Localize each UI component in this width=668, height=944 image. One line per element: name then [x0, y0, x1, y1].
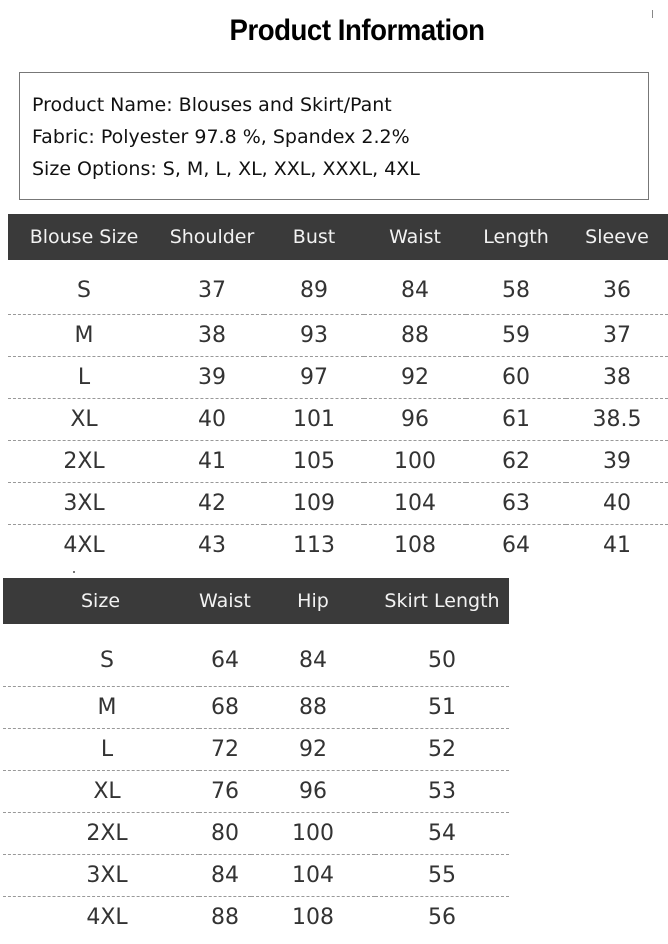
table-row [8, 357, 668, 399]
stray-dot [73, 571, 75, 573]
table-row [8, 315, 668, 357]
blouse-cell: 38 [566, 357, 668, 399]
table-row [8, 441, 668, 483]
skirt-header-row [3, 578, 509, 624]
blouse-cell: M [8, 315, 160, 357]
skirt-cell: 84 [199, 855, 251, 897]
blouse-cell: 41 [603, 533, 631, 558]
blouse-header-cell: Sleeve [566, 214, 668, 260]
blouse-cell: 3XL [8, 483, 160, 525]
blouse-cell: 60 [466, 357, 566, 399]
blouse-header-cell: Shoulder [160, 214, 264, 260]
blouse-cell: 61 [466, 399, 566, 441]
skirt-cell: L [3, 729, 199, 771]
blouse-cell: 39 [566, 441, 668, 483]
skirt-cell: 56 [428, 905, 456, 930]
skirt-cell: 76 [199, 771, 251, 813]
table-row [3, 687, 509, 729]
blouse-header-row [8, 214, 668, 260]
skirt-cell: 96 [251, 771, 375, 813]
skirt-cell: 108 [292, 905, 334, 930]
blouse-cell: 41 [160, 441, 264, 483]
table-row [8, 483, 668, 525]
skirt-cell: 104 [251, 855, 375, 897]
skirt-cell: 51 [375, 687, 509, 729]
blouse-cell: 43 [198, 533, 226, 558]
blouse-cell: 104 [364, 483, 466, 525]
table-row [8, 399, 668, 441]
blouse-cell: 88 [364, 315, 466, 357]
blouse-cell: S [8, 260, 160, 315]
skirt-cell: 54 [375, 813, 509, 855]
table-row [3, 771, 509, 813]
blouse-cell: 62 [466, 441, 566, 483]
blouse-header-cell: Waist [364, 214, 466, 260]
blouse-cell: 58 [466, 260, 566, 315]
skirt-cell: 84 [251, 624, 375, 687]
skirt-cell: XL [3, 771, 199, 813]
skirt-cell: 53 [375, 771, 509, 813]
blouse-cell: 97 [264, 357, 364, 399]
blouse-cell: 100 [364, 441, 466, 483]
blouse-cell: 101 [264, 399, 364, 441]
skirt-header-cell: Hip [251, 578, 375, 624]
blouse-cell: 38 [160, 315, 264, 357]
size-options-line: Size Options: S, M, L, XL, XXL, XXXL, 4XL [32, 158, 420, 180]
blouse-cell: 63 [466, 483, 566, 525]
blouse-header-cell: Length [466, 214, 566, 260]
blouse-cell: 96 [364, 399, 466, 441]
blouse-cell: 93 [264, 315, 364, 357]
blouse-cell: 36 [566, 260, 668, 315]
table-row [3, 897, 509, 939]
blouse-cell: 92 [364, 357, 466, 399]
skirt-header-cell: Size [3, 578, 199, 624]
skirt-cell: S [3, 624, 199, 687]
table-row [3, 729, 509, 771]
skirt-cell: 100 [251, 813, 375, 855]
skirt-cell: 2XL [3, 813, 199, 855]
blouse-cell: 37 [160, 260, 264, 315]
table-row [8, 525, 668, 567]
skirt-cell: 72 [199, 729, 251, 771]
blouse-cell: 59 [466, 315, 566, 357]
blouse-cell: 38.5 [566, 399, 668, 441]
blouse-cell: 109 [264, 483, 364, 525]
blouse-cell: 37 [566, 315, 668, 357]
blouse-cell: 113 [293, 533, 335, 558]
skirt-cell: 64 [199, 624, 251, 687]
blouse-header-cell: Blouse Size [8, 214, 160, 260]
product-name-line: Product Name: Blouses and Skirt/Pant [32, 94, 392, 116]
blouse-cell: 2XL [8, 441, 160, 483]
blouse-cell: 89 [264, 260, 364, 315]
blouse-cell: 42 [160, 483, 264, 525]
skirt-cell: 80 [199, 813, 251, 855]
skirt-cell: 50 [375, 624, 509, 687]
blouse-size-table [8, 214, 668, 566]
product-info-box [19, 72, 649, 200]
blouse-cell: 105 [264, 441, 364, 483]
blouse-table-body [8, 260, 668, 566]
blouse-cell: 84 [364, 260, 466, 315]
skirt-cell: 55 [375, 855, 509, 897]
skirt-cell: 68 [199, 687, 251, 729]
blouse-cell: 40 [566, 483, 668, 525]
blouse-cell: 108 [394, 533, 436, 558]
skirt-cell: 4XL [86, 905, 128, 930]
skirt-header-cell: Waist [199, 578, 251, 624]
table-row [3, 855, 509, 897]
skirt-cell: 88 [211, 905, 239, 930]
blouse-cell: XL [8, 399, 160, 441]
skirt-table-body [3, 624, 509, 938]
table-row [8, 260, 668, 315]
blouse-cell: 4XL [63, 533, 105, 558]
skirt-cell: 88 [251, 687, 375, 729]
skirt-cell: M [3, 687, 199, 729]
fabric-line: Fabric: Polyester 97.8 %, Spandex 2.2% [32, 126, 410, 148]
blouse-cell: 64 [502, 533, 530, 558]
skirt-size-table [3, 578, 509, 938]
skirt-cell: 3XL [3, 855, 199, 897]
blouse-header-cell: Bust [264, 214, 364, 260]
blouse-cell: 40 [160, 399, 264, 441]
table-row [3, 813, 509, 855]
blouse-cell: L [8, 357, 160, 399]
page-title: Product Information [229, 14, 485, 47]
blouse-cell: 39 [160, 357, 264, 399]
skirt-cell: 92 [251, 729, 375, 771]
skirt-header-cell: Skirt Length [375, 578, 509, 624]
table-row [3, 624, 509, 687]
skirt-cell: 52 [375, 729, 509, 771]
